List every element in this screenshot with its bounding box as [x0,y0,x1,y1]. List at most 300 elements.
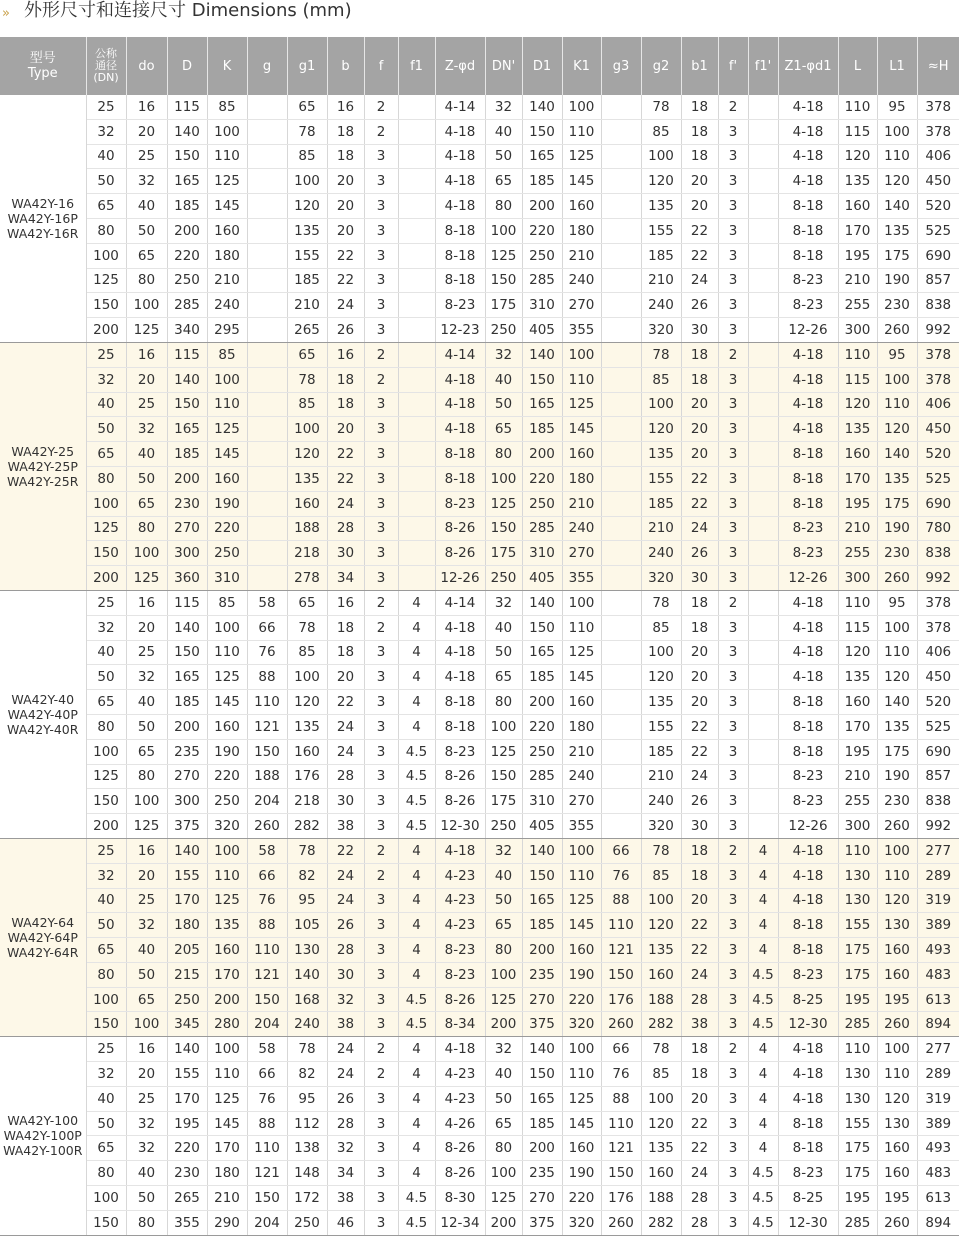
table-cell: 613 [917,987,959,1012]
table-cell: 520 [917,690,959,715]
column-header: g2 [641,37,681,95]
table-cell: 3 [718,987,748,1012]
table-cell: 3 [364,293,398,318]
table-cell: 180 [562,714,601,739]
table-cell: 20 [126,863,167,888]
table-cell: 100 [485,962,522,987]
table-cell: 22 [327,690,364,715]
table-cell: 8-34 [435,1012,485,1037]
table-cell [601,516,641,541]
table-cell: 25 [126,392,167,417]
table-cell: 4.5 [748,1186,778,1211]
table-cell: 4-18 [778,888,838,913]
table-cell: 285 [522,516,562,541]
table-cell: 378 [917,95,959,119]
table-cell: 18 [681,144,718,169]
table-cell: 240 [641,541,681,566]
table-cell [398,169,435,194]
table-cell: 65 [485,913,522,938]
table-row [0,987,959,1012]
column-header: b1 [681,37,718,95]
table-cell: 135 [287,714,327,739]
table-cell: 160 [562,442,601,467]
table-cell: 22 [681,739,718,764]
table-cell: 88 [601,1086,641,1111]
table-cell: 32 [126,665,167,690]
table-cell [601,466,641,491]
table-cell: 145 [562,1111,601,1136]
table-cell: 125 [126,318,167,343]
table-cell: 50 [86,913,126,938]
table-cell: 2 [718,838,748,863]
table-cell: 155 [167,863,207,888]
table-cell: 3 [364,739,398,764]
table-cell: 95 [287,1086,327,1111]
table-cell: 18 [327,640,364,665]
table-cell: 320 [562,1210,601,1235]
table-cell: 320 [562,1012,601,1037]
table-cell: 145 [207,194,247,219]
table-cell: 195 [167,1111,207,1136]
table-cell: 8-18 [778,690,838,715]
table-cell: 483 [917,1161,959,1186]
table-cell: 76 [601,863,641,888]
table-cell: 8-18 [435,442,485,467]
table-cell: 520 [917,194,959,219]
table-cell: 4-18 [435,615,485,640]
table-cell: 32 [485,590,522,615]
table-cell: 240 [287,1012,327,1037]
table-cell: 4 [398,1086,435,1111]
table-cell [398,541,435,566]
table-cell: 4 [398,1037,435,1062]
table-cell: 220 [562,987,601,1012]
table-row [0,342,959,367]
table-cell: 200 [522,1136,562,1161]
table-cell: 18 [681,119,718,144]
table-cell [748,243,778,268]
table-cell: 185 [522,417,562,442]
table-cell: 140 [522,342,562,367]
table-cell: 135 [838,417,877,442]
table-cell: 2 [364,863,398,888]
table-cell: 125 [207,665,247,690]
table-cell: 120 [877,665,917,690]
table-cell: 260 [877,814,917,839]
table-cell [748,516,778,541]
table-row [0,367,959,392]
table-cell: 18 [327,367,364,392]
table-cell: 18 [681,367,718,392]
table-cell: 38 [327,1012,364,1037]
table-cell: 155 [838,1111,877,1136]
table-cell: 3 [718,367,748,392]
table-cell: 230 [877,541,917,566]
table-cell: 32 [126,1136,167,1161]
table-cell [601,169,641,194]
table-cell: 3 [364,814,398,839]
table-cell: 125 [485,491,522,516]
table-cell: 3 [718,690,748,715]
table-cell: 4 [748,1111,778,1136]
table-cell: 176 [601,987,641,1012]
table-cell: 78 [641,838,681,863]
table-cell: 135 [641,1136,681,1161]
table-cell: 50 [126,714,167,739]
table-cell: 110 [838,342,877,367]
table-cell: 34 [327,566,364,591]
table-row [0,169,959,194]
table-cell: 100 [485,714,522,739]
table-cell: 310 [522,293,562,318]
table-cell: 3 [718,1186,748,1211]
table-row [0,417,959,442]
table-cell: 3 [718,739,748,764]
table-cell: 100 [207,838,247,863]
table-cell: 150 [86,1012,126,1037]
table-cell: 172 [287,1186,327,1211]
table-cell: 22 [681,491,718,516]
table-cell: 40 [485,367,522,392]
table-cell: 78 [641,95,681,119]
table-cell: 4 [398,690,435,715]
table-cell: 3 [718,293,748,318]
table-cell: 32 [86,1062,126,1087]
column-header: Z1-φd1 [778,37,838,95]
table-cell [601,566,641,591]
table-cell: 100 [877,119,917,144]
table-cell: 135 [287,466,327,491]
model-type-cell: WA42Y-25 WA42Y-25P WA42Y-25R [0,342,86,590]
table-cell: 355 [562,814,601,839]
table-cell: 50 [86,417,126,442]
table-cell: 285 [838,1012,877,1037]
table-cell: 125 [485,739,522,764]
table-cell: 2 [718,590,748,615]
table-cell: 3 [364,144,398,169]
table-cell: 3 [718,169,748,194]
table-cell: 4-18 [435,1037,485,1062]
table-cell [398,516,435,541]
table-cell: 4 [398,590,435,615]
table-cell: 80 [485,690,522,715]
table-row [0,218,959,243]
table-cell: 483 [917,962,959,987]
table-cell [601,392,641,417]
table-cell: 3 [718,119,748,144]
table-cell: 85 [641,863,681,888]
table-cell: 260 [877,566,917,591]
table-cell: 25 [126,1086,167,1111]
table-cell: 100 [485,466,522,491]
table-cell: 3 [718,938,748,963]
table-cell: 121 [601,1136,641,1161]
table-cell: 16 [327,95,364,119]
table-cell: 240 [562,764,601,789]
table-cell: 195 [838,491,877,516]
table-row [0,888,959,913]
table-cell: 200 [167,714,207,739]
table-cell: 190 [877,268,917,293]
table-cell: 200 [86,814,126,839]
table-cell: 80 [126,1210,167,1235]
table-cell: 188 [247,764,287,789]
table-cell [748,318,778,343]
table-cell: 3 [364,218,398,243]
table-cell [247,318,287,343]
table-cell: 135 [838,665,877,690]
table-cell: 3 [364,764,398,789]
table-cell: 3 [718,913,748,938]
table-cell: 3 [364,466,398,491]
table-cell: 195 [838,739,877,764]
table-cell: 200 [522,938,562,963]
table-cell: 138 [287,1136,327,1161]
table-cell: 240 [207,293,247,318]
table-cell: 50 [86,169,126,194]
table-cell: 210 [207,268,247,293]
table-cell: 230 [877,293,917,318]
table-cell: 8-18 [778,491,838,516]
table-cell: 100 [207,367,247,392]
column-header: g1 [287,37,327,95]
table-cell: 270 [522,987,562,1012]
table-cell: 100 [287,665,327,690]
table-row [0,318,959,343]
table-row [0,566,959,591]
table-row [0,1062,959,1087]
table-cell: 110 [207,640,247,665]
table-cell: 32 [126,913,167,938]
table-cell: 110 [207,144,247,169]
table-cell [748,367,778,392]
table-cell: 16 [126,95,167,119]
table-cell: 4-18 [435,144,485,169]
table-cell: 145 [207,442,247,467]
table-cell [748,342,778,367]
table-cell: 188 [641,987,681,1012]
table-cell [748,615,778,640]
table-cell: 175 [485,789,522,814]
table-cell: 80 [126,516,167,541]
table-cell: 3 [718,541,748,566]
table-cell: 155 [641,714,681,739]
table-cell: 110 [247,690,287,715]
table-cell: 4 [398,1111,435,1136]
table-row [0,119,959,144]
table-cell: 40 [485,615,522,640]
table-cell: 8-18 [778,938,838,963]
table-cell: 406 [917,392,959,417]
table-cell: 2 [364,615,398,640]
table-cell: 195 [838,987,877,1012]
table-cell: 125 [485,1186,522,1211]
table-row [0,516,959,541]
table-cell: 100 [641,144,681,169]
table-cell: 204 [247,789,287,814]
table-cell: 40 [485,863,522,888]
table-cell: 66 [601,838,641,863]
table-cell: 145 [207,1111,247,1136]
table-cell: 130 [287,938,327,963]
table-cell: 210 [562,739,601,764]
table-cell: 4 [748,913,778,938]
column-header: b [327,37,364,95]
table-cell: 160 [838,194,877,219]
table-cell: 8-23 [435,491,485,516]
table-cell: 65 [287,95,327,119]
table-row [0,442,959,467]
table-cell: 135 [641,938,681,963]
table-cell: 65 [126,243,167,268]
table-cell [247,367,287,392]
table-cell: 30 [681,814,718,839]
table-cell: 690 [917,243,959,268]
table-cell: 22 [327,838,364,863]
table-cell: 150 [167,144,207,169]
table-cell: 525 [917,218,959,243]
table-cell: 140 [167,615,207,640]
table-cell: 95 [877,95,917,119]
dimensions-table [0,37,959,1236]
table-cell [398,392,435,417]
table-cell: 30 [327,541,364,566]
table-cell: 121 [247,1161,287,1186]
table-cell: 493 [917,1136,959,1161]
table-cell: 175 [838,938,877,963]
table-cell: 4 [748,1037,778,1062]
table-cell: 4 [398,938,435,963]
table-row [0,144,959,169]
table-cell: 277 [917,1037,959,1062]
table-cell: 170 [838,466,877,491]
table-cell: 22 [681,1111,718,1136]
table-cell: 50 [126,962,167,987]
table-cell: 66 [247,615,287,640]
table-cell: 195 [838,1186,877,1211]
table-cell: 857 [917,764,959,789]
table-cell: 493 [917,938,959,963]
column-header: K1 [562,37,601,95]
table-cell: 190 [562,1161,601,1186]
table-cell: 140 [167,367,207,392]
table-cell: 78 [641,342,681,367]
table-cell: 690 [917,491,959,516]
table-cell: 389 [917,913,959,938]
table-cell: 32 [327,1136,364,1161]
table-cell: 320 [641,814,681,839]
table-cell: 3 [718,764,748,789]
table-cell [247,541,287,566]
table-cell: 28 [327,1111,364,1136]
table-cell: 120 [641,913,681,938]
table-cell: 4 [398,962,435,987]
table-cell: 46 [327,1210,364,1235]
table-cell: 100 [207,1037,247,1062]
table-cell: 155 [838,913,877,938]
table-cell: 120 [287,194,327,219]
table-cell: 20 [681,417,718,442]
table-cell: 18 [681,1037,718,1062]
table-cell: 3 [364,1136,398,1161]
table-cell: 65 [86,442,126,467]
table-cell: 2 [364,1062,398,1087]
table-cell: 32 [126,1111,167,1136]
table-cell: 20 [126,1062,167,1087]
table-cell: 22 [327,442,364,467]
table-cell: 120 [877,1086,917,1111]
table-cell: 78 [641,1037,681,1062]
table-cell: 185 [167,690,207,715]
table-cell: 2 [364,119,398,144]
table-cell: 8-18 [435,243,485,268]
table-cell: 185 [522,1111,562,1136]
table-cell: 170 [167,1086,207,1111]
table-cell: 8-25 [778,987,838,1012]
table-cell: 2 [718,342,748,367]
table-cell: 200 [485,1012,522,1037]
table-cell: 165 [167,665,207,690]
table-cell: 160 [562,1136,601,1161]
table-cell: 255 [838,541,877,566]
table-cell: 195 [838,243,877,268]
table-cell: 24 [681,1161,718,1186]
table-cell: 20 [681,640,718,665]
table-cell: 150 [522,367,562,392]
table-cell: 170 [838,218,877,243]
table-cell: 210 [838,516,877,541]
table-cell: 28 [327,764,364,789]
table-cell: 210 [641,764,681,789]
table-cell: 4-18 [778,342,838,367]
table-cell: 120 [877,417,917,442]
table-cell: 857 [917,268,959,293]
table-cell: 34 [327,1161,364,1186]
table-cell [398,491,435,516]
column-header: L [838,37,877,95]
table-cell [247,392,287,417]
table-cell [247,417,287,442]
table-row [0,615,959,640]
table-row [0,789,959,814]
table-cell [247,95,287,119]
table-cell [398,293,435,318]
table-cell: 4-18 [778,665,838,690]
table-cell: 65 [126,739,167,764]
table-cell: 320 [641,566,681,591]
table-cell: 100 [562,342,601,367]
table-cell: 4 [748,1086,778,1111]
table-cell [601,95,641,119]
table-cell: 40 [126,690,167,715]
table-cell: 175 [877,243,917,268]
table-cell: 38 [681,1012,718,1037]
table-cell: 58 [247,838,287,863]
table-cell: 160 [641,1161,681,1186]
table-cell [398,342,435,367]
table-cell: 200 [86,566,126,591]
table-row [0,913,959,938]
table-cell: 30 [681,318,718,343]
table-cell: 8-18 [778,243,838,268]
table-cell: 180 [562,218,601,243]
table-cell: 150 [247,739,287,764]
table-cell: 406 [917,640,959,665]
table-cell: 115 [167,342,207,367]
table-cell: 3 [364,169,398,194]
table-cell: 8-18 [778,194,838,219]
table-cell: 110 [207,392,247,417]
